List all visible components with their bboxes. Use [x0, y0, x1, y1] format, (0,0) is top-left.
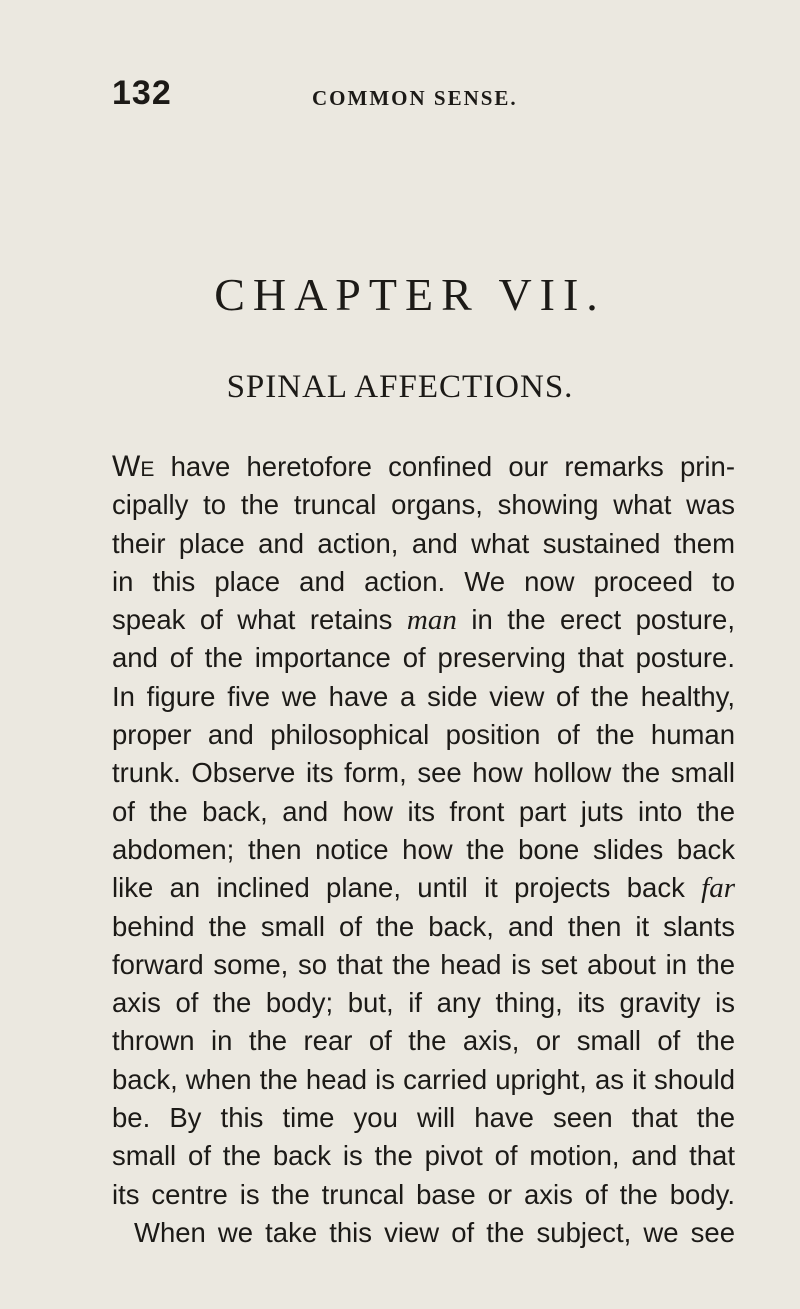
text-line — [112, 908, 735, 946]
text-segment: in this place and action. We now proceed to — [112, 565, 735, 597]
text-segment: trunk. Observe its form, see how hollow the small — [112, 757, 735, 789]
text-segment: back, when the head is carried upright, as it should — [112, 1063, 735, 1095]
text-segment: When we take this view of the subject, we see — [134, 1216, 735, 1248]
running-title: COMMON SENSE. — [312, 86, 518, 110]
text-line — [112, 754, 735, 792]
text-segment: abdomen; then notice how the bone slides back — [112, 833, 735, 865]
text-line — [112, 869, 735, 907]
text-line — [112, 486, 735, 524]
text-segment: and of the importance of preserving that posture. — [112, 642, 735, 674]
text-line — [112, 525, 735, 563]
page-number: 132 — [112, 74, 172, 112]
text-segment: its centre is the truncal base or axis of the body. — [112, 1178, 735, 1210]
text-line — [112, 1022, 735, 1060]
text-segment: speak of what retains — [112, 604, 407, 636]
body-text — [112, 448, 735, 1252]
text-segment: have heretofore confined our remarks prin- — [154, 451, 735, 482]
text-line — [112, 1176, 735, 1214]
italic-word: far — [701, 872, 735, 905]
text-line — [112, 1061, 735, 1099]
text-line — [112, 946, 735, 984]
text-line — [112, 448, 735, 486]
text-segment: In figure five we have a side view of the healthy, — [112, 680, 735, 712]
text-segment: thrown in the rear of the axis, or small of the — [112, 1025, 735, 1057]
text-line — [112, 1099, 735, 1137]
initial-letter: W — [112, 450, 141, 483]
text-segment: of the back, and how its front part juts into the — [112, 795, 735, 827]
text-segment: in the erect posture, — [456, 604, 735, 636]
italic-word: man — [406, 604, 457, 637]
text-line — [112, 984, 735, 1022]
text-segment: forward some, so that the head is set about in the — [112, 948, 735, 980]
text-line — [112, 678, 735, 716]
text-line — [112, 716, 735, 754]
text-line — [112, 639, 735, 677]
text-segment: behind the small of the back, and then it slants — [112, 910, 735, 942]
chapter-title: SPINAL AFFECTIONS. — [226, 369, 574, 405]
text-segment: their place and action, and what sustained them — [112, 527, 735, 559]
text-segment: be. By this time you will have seen that the — [112, 1102, 735, 1134]
chapter-heading: CHAPTER VII. — [214, 269, 606, 320]
text-segment: cipally to the truncal organs, showing what was — [112, 489, 735, 521]
text-line — [112, 1214, 735, 1252]
text-line — [112, 1137, 735, 1175]
small-caps: E — [140, 458, 155, 481]
text-line — [112, 831, 735, 869]
text-line — [112, 793, 735, 831]
text-segment: proper and philosophical position of the human — [112, 719, 735, 751]
text-segment: axis of the body; but, if any thing, its gravity is — [112, 987, 735, 1019]
text-segment: small of the back is the pivot of motion, and that — [112, 1140, 735, 1172]
text-line — [112, 563, 735, 601]
running-head — [112, 74, 732, 114]
text-line — [112, 601, 735, 639]
text-segment: like an inclined plane, until it projects back — [112, 872, 702, 904]
